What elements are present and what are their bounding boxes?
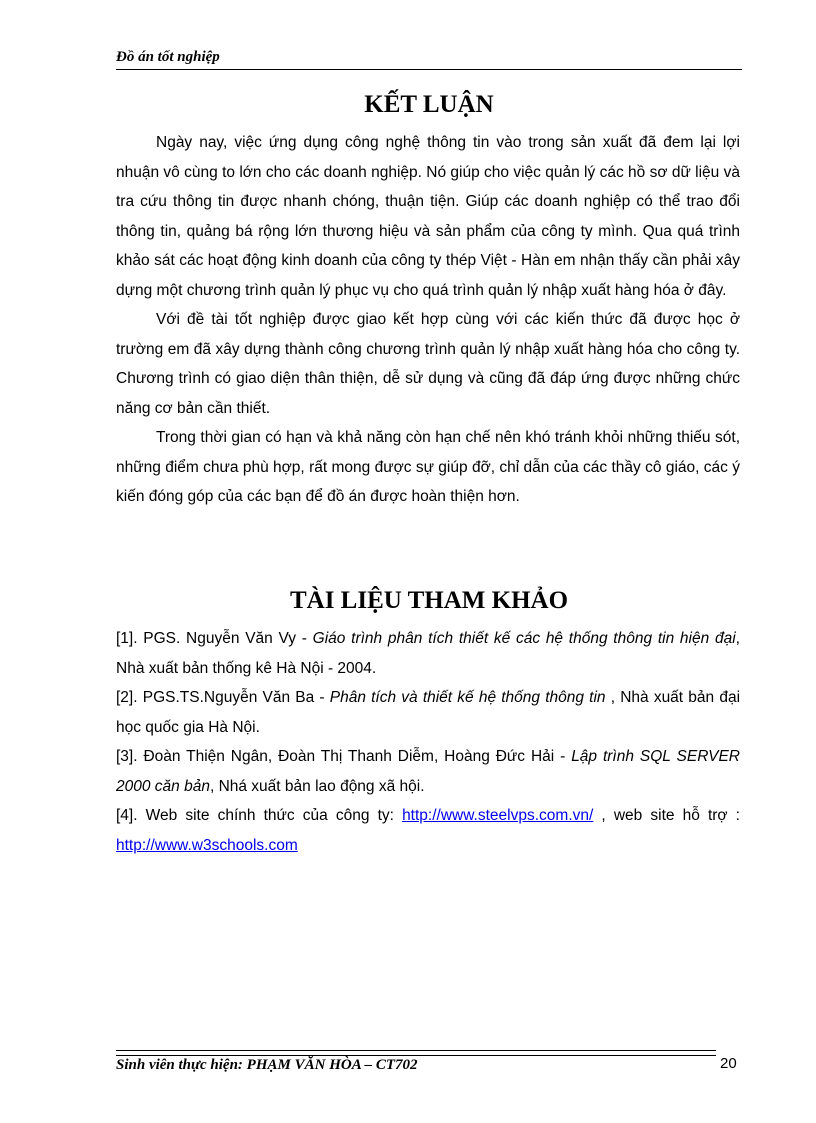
- reference-title: Phân tích và thiết kế hệ thống thông tin: [329, 689, 606, 706]
- reference-title: Giáo trình phân tích thiết kế các hệ thống thông tin hiện đại: [312, 630, 736, 647]
- reference-author: PGS.TS.Nguyễn Văn Ba -: [142, 689, 325, 706]
- reference-item: [116, 801, 740, 860]
- support-website-link[interactable]: http://www.w3schools.com: [116, 836, 298, 854]
- conclusion-paragraph: Ngày nay, việc ứng dụng công nghệ thông tin vào trong sản xuất đã đem lại lợi nhuận vô cùng to lớn cho các doanh nghiệp. Nó giúp cho việc quản lý các hồ sơ dữ liệu và tra cứu thông tin được nhanh chóng, thuận tiện. Giúp các doanh nghiệp có thể trao đổi thông tin, quảng bá rộng lớn thương hiệu và sản phẩm của công ty mình. Qua quá trình khảo sát các hoạt động kinh doanh của công ty thép Việt - Hàn em nhận thấy cần phải xây dựng một chương trình quản lý phục vụ cho quá trình quản lý nhập xuất hàng hóa ở đây.: [116, 134, 740, 299]
- reference-title: Lập trình SQL SERVER 2000 căn bản: [116, 748, 740, 795]
- references-list: [116, 624, 740, 860]
- page-number: 20: [720, 1055, 737, 1072]
- references-heading: TÀI LIỆU THAM KHẢO: [289, 587, 569, 614]
- reference-publisher: , Nhá xuất bản lao động xã hội.: [209, 777, 425, 795]
- reference-item: [116, 683, 740, 742]
- reference-number: [2].: [116, 689, 138, 706]
- reference-number: [4].: [116, 807, 138, 824]
- reference-publisher: , Nhà xuất bản đại học quốc gia Hà Nội.: [116, 689, 741, 736]
- footer-divider: [116, 1050, 716, 1056]
- reference-publisher: , Nhà xuất bản thống kê Hà Nội - 2004.: [116, 630, 740, 677]
- conclusion-paragraph: Trong thời gian có hạn và khả năng còn hạn chế nên khó tránh khỏi những thiếu sót, những điểm chưa phù hợp, rất mong được sự giúp đỡ, chỉ dẫn của các thầy cô giáo, các ý kiến đóng góp của các bạn để đồ án được hoàn thiện hơn.: [116, 429, 740, 505]
- conclusion-body: [116, 128, 740, 512]
- reference-number: [3].: [116, 748, 138, 765]
- conclusion-paragraph: Với đề tài tốt nghiệp được giao kết hợp cùng với các kiến thức đã được học ở trường em đã xây dựng thành công chương trình quản lý nhập xuất hàng hóa cho công ty. Chương trình có giao diện thân thiện, dễ sử dụng và cũng đã đáp ứng được những chức năng cơ bản cần thiết.: [116, 311, 740, 417]
- header-title: Đồ án tốt nghiệp: [116, 49, 220, 65]
- company-website-link[interactable]: http://www.steelvps.com.vn/: [402, 807, 594, 824]
- reference-separator: , web site hỗ trợ :: [593, 807, 740, 824]
- page-header: [116, 48, 742, 70]
- footer-student: Sinh viên thực hiện: PHẠM VĂN HÒA – CT702: [116, 1057, 418, 1073]
- reference-author: PGS. Nguyễn Văn Vy -: [143, 630, 307, 647]
- reference-item: [116, 742, 740, 801]
- reference-item: [116, 624, 740, 683]
- reference-author: Đoàn Thiện Ngân, Đoàn Thị Thanh Diễm, Hoàng Đức Hải -: [143, 748, 566, 765]
- conclusion-heading: KẾT LUẬN: [364, 91, 494, 118]
- reference-number: [1].: [116, 630, 138, 647]
- reference-prefix: Web site chính thức của công ty:: [145, 807, 394, 824]
